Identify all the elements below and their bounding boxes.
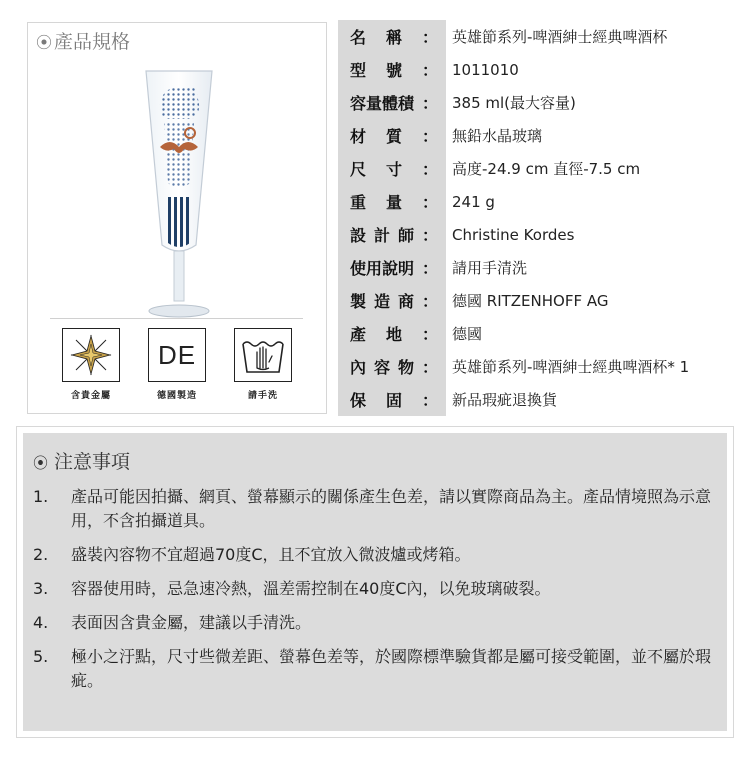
spec-value: 241 g (452, 192, 495, 211)
made-in-germany-badge (148, 328, 206, 382)
spec-value: 英雄節系列-啤酒紳士經典啤酒杯* 1 (452, 358, 690, 376)
spec-label-text: 保 (350, 391, 367, 410)
notice-item (33, 543, 723, 567)
spec-colon: ： (421, 127, 438, 146)
target-icon: ⦿ (33, 454, 49, 472)
spec-colon: ： (421, 61, 438, 80)
spec-row (338, 86, 743, 119)
spec-label (338, 20, 446, 53)
notice-panel (23, 433, 727, 731)
spec-label-text: 地 (385, 325, 402, 344)
spec-label (338, 284, 446, 317)
spec-colon: ： (421, 358, 438, 377)
spec-colon: ： (421, 292, 438, 311)
spec-label-text: 設 (350, 226, 367, 245)
spec-label-text: 質 (385, 127, 402, 146)
spec-row (338, 53, 743, 86)
country-de-icon: DE (157, 339, 197, 370)
spec-label-text: 容量體積 (350, 94, 415, 113)
hand-wash-icon (239, 334, 287, 376)
notice-item (33, 485, 723, 533)
hand-wash-caption: 請手洗 (247, 391, 278, 401)
spec-label-text: 重 (350, 193, 367, 212)
product-image-panel (27, 22, 327, 414)
notice-item-text: 表面因含貴金屬，建議以手清洗。 (71, 613, 312, 632)
spec-label-text: 造 (373, 292, 390, 311)
spec-value: 無鉛水晶玻璃 (452, 127, 543, 145)
spec-row (338, 317, 743, 350)
spec-label-text: 產 (350, 325, 367, 344)
spec-value: 高度-24.9 cm 直徑-7.5 cm (452, 160, 641, 178)
spec-row (338, 20, 743, 53)
notice-item (33, 645, 723, 693)
spec-value: 英雄節系列-啤酒紳士經典啤酒杯 (452, 28, 668, 46)
spec-label-text: 材 (350, 127, 367, 146)
spec-label (338, 86, 446, 119)
spec-table (338, 20, 743, 416)
spec-label-text: 寸 (385, 160, 402, 179)
spec-label-text: 稱 (385, 28, 402, 47)
spec-label-text: 名 (350, 28, 367, 47)
spec-label-text: 使用說明 (350, 259, 415, 278)
notice-section (16, 426, 734, 738)
notice-item-text: 產品可能因拍攝、網頁、螢幕顯示的關係產生色差，請以實際商品為主。產品情境照為示意用，不含拍攝道具。 (71, 487, 712, 530)
notice-item (33, 577, 723, 601)
spec-label-text: 內 (350, 358, 367, 377)
notice-item-text: 盛裝內容物不宜超過70度C，且不宜放入微波爐或烤箱。 (71, 545, 471, 564)
notice-item-number: 3. (33, 579, 49, 598)
spec-value: 請用手清洗 (452, 259, 528, 277)
hand-wash-badge (234, 328, 292, 382)
notice-title: ⦿ 注意事項 (33, 451, 131, 473)
spec-label-text: 師 (397, 226, 414, 245)
made-in-germany-caption: 德國製造 (156, 391, 197, 401)
spec-label (338, 350, 446, 383)
spec-label-text: 量 (385, 193, 402, 212)
spec-row (338, 218, 743, 251)
spec-label-text: 物 (397, 358, 414, 377)
spec-row (338, 251, 743, 284)
spec-value: 德國 RITZENHOFF AG (452, 292, 609, 310)
precious-metal-badge (62, 328, 120, 382)
spec-colon: ： (421, 193, 438, 212)
spec-colon: ： (421, 391, 438, 410)
spec-row (338, 284, 743, 317)
spec-label-text: 號 (385, 61, 402, 80)
target-icon: ⦿ (36, 33, 53, 52)
precious-metal-caption: 含貴金屬 (70, 391, 111, 401)
spec-value: 新品瑕疵退換貨 (452, 391, 558, 409)
spec-label-text: 尺 (350, 160, 367, 179)
spec-colon: ： (421, 94, 438, 113)
spec-label (338, 218, 446, 251)
panel-title: ⦿ 產品規格 (36, 31, 131, 53)
spec-label-text: 製 (350, 292, 367, 311)
spec-label-text: 商 (397, 292, 414, 311)
notice-item-text: 容器使用時，忌急速冷熱，溫差需控制在40度C內，以免玻璃破裂。 (71, 579, 551, 598)
notice-item-number: 2. (33, 545, 49, 564)
notice-item-number: 4. (33, 613, 49, 632)
notice-item-number: 5. (33, 647, 49, 666)
spec-label-text: 容 (373, 358, 390, 377)
spec-colon: ： (421, 325, 438, 344)
panel-divider (50, 318, 303, 319)
spec-label (338, 119, 446, 152)
spec-value: 1011010 (452, 60, 519, 79)
spec-row (338, 152, 743, 185)
spec-row (338, 350, 743, 383)
spec-label (338, 317, 446, 350)
spec-label (338, 383, 446, 416)
spec-label-text: 固 (385, 391, 402, 410)
spec-label-text: 型 (350, 61, 367, 80)
notice-item-text: 極小之汙點，尺寸些微差距、螢幕色差等，於國際標準驗貨都是屬可接受範圍，並不屬於瑕疵。 (71, 647, 712, 690)
spec-row (338, 185, 743, 218)
spec-label (338, 251, 446, 284)
spec-colon: ： (421, 226, 438, 245)
spec-label (338, 185, 446, 218)
spec-label-text: 計 (373, 226, 390, 245)
notice-item-number: 1. (33, 487, 49, 506)
compass-star-icon (68, 332, 114, 378)
spec-row (338, 383, 743, 416)
spec-value: 德國 (452, 325, 483, 343)
notice-item (33, 611, 723, 635)
spec-row (338, 119, 743, 152)
spec-colon: ： (421, 28, 438, 47)
notice-list (33, 485, 723, 703)
spec-colon: ： (421, 160, 438, 179)
spec-value: Christine Kordes (452, 225, 575, 244)
beer-glass-image (126, 67, 232, 329)
spec-label (338, 53, 446, 86)
spec-value: 385 ml(最大容量) (452, 94, 576, 112)
spec-label (338, 152, 446, 185)
spec-colon: ： (421, 259, 438, 278)
